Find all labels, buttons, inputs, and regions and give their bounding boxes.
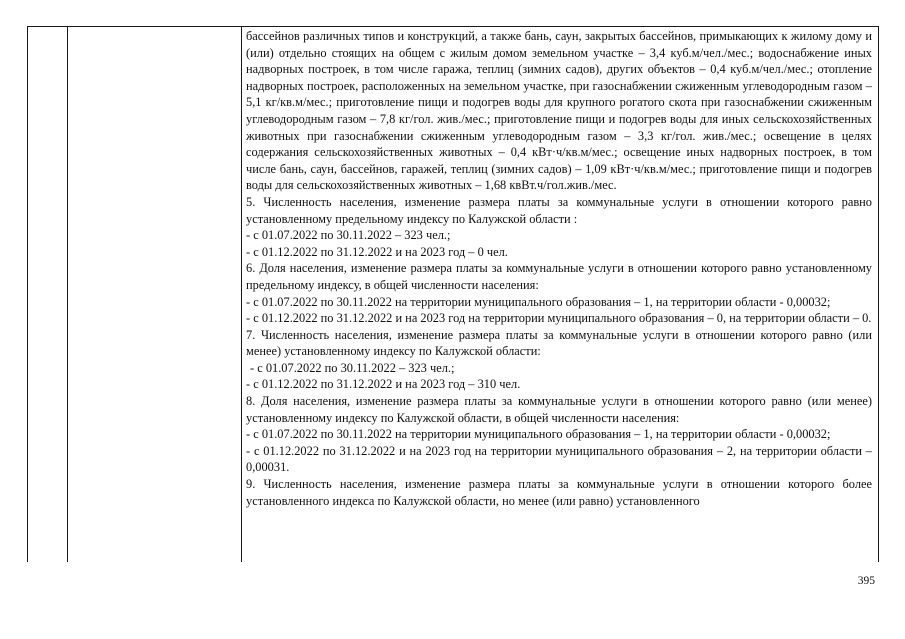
paragraph-item-6-period-2: - с 01.12.2022 по 31.12.2022 и на 2023 год на территории муниципального образования – 0, на территории области – 0. xyxy=(246,311,872,326)
paragraph-item-8: 8. Доля населения, изменение размера платы за коммунальные услуги в отношении которого равно (или менее) установленному индексу по Калужской области, в общей численности населения: xyxy=(246,394,872,425)
paragraph-item-6: 6. Доля населения, изменение размера платы за коммунальные услуги в отношении которого равно установленному предельному индексу, в общей численности населения: xyxy=(246,261,872,292)
paragraph-item-6-period-1: - с 01.07.2022 по 30.11.2022 на территории муниципального образования – 1, на территории области - 0,00032; xyxy=(246,294,831,309)
table-column-content xyxy=(242,27,878,562)
paragraph-item-7: 7. Численность населения, изменение размера платы за коммунальные услуги в отношении которого равно (или менее) установленному индексу по Калужской области: xyxy=(246,327,872,359)
paragraph-utilities-norms: бассейнов различных типов и конструкций, а также бань, саун, закрытых бассейнов, примыкающих к жилому дому и (или) отдельно стоящих на общем с жилым домом земельном участке – 3,4 куб.м/чел./мес.; водоснабжение иных надворных построек, в том числе гаража, теплиц (зимних садов), других объектов – 0,4 куб.м/чел./мес.; отопление надворных построек, расположенных на земельном участке, при газоснабжении сжиженным углеводородным газом – 5,1 кг/кв.м/мес.; приготовление пищи и подогрев воды для крупного рогатого скота при газоснабжении сжиженным углеводородным газом – 7,8 кг/гол. жив./мес.; приготовление пищи и подогрев воды для иных сельскохозяйственных животных при газоснабжении сжиженным углеводородным газом – 3,3 кг/гол. жив./мес.; освещение в целях содержания сельскохозяйственных животных – 0,4 кВт·ч/кв.м/мес.; освещение иных надворных построек, в том числе бань, саун, бассейнов, гаражей, теплиц (зимних садов) – 1,09 кВт·ч/кв.м/мес.; приготовление пищи и подогрев воды для сельскохозяйственных животных – 1,68 квВт.ч/гол.жив./мес. xyxy=(246,29,872,193)
paragraph-item-7-period-2: - с 01.12.2022 по 31.12.2022 и на 2023 год – 310 чел. xyxy=(246,377,521,392)
paragraph-item-9: 9. Численность населения, изменение размера платы за коммунальные услуги в отношении которого более установленного индекса по Калужской области, но менее (или равно) установленного xyxy=(246,477,872,508)
paragraph-item-8-period-1: - с 01.07.2022 по 30.11.2022 на территории муниципального образования – 1, на территории области - 0,00032; xyxy=(246,427,831,442)
table-column-name xyxy=(68,27,242,562)
document-table xyxy=(27,26,879,562)
page-number: 395 xyxy=(857,575,875,587)
table-column-number xyxy=(28,27,68,562)
paragraph-item-7-period-1: - с 01.07.2022 по 30.11.2022 – 323 чел.; xyxy=(250,360,455,375)
paragraph-item-8-period-2: - с 01.12.2022 по 31.12.2022 и на 2023 год на территории муниципального образования – 2, на территории области – 0,00031. xyxy=(246,443,872,475)
paragraph-item-5-period-2: - с 01.12.2022 по 31.12.2022 и на 2023 год – 0 чел. xyxy=(246,244,508,259)
paragraph-item-5: 5. Численность населения, изменение размера платы за коммунальные услуги в отношении которого равно установленному предельному индексу по Калужской области : xyxy=(246,194,872,226)
paragraph-item-5-period-1: - с 01.07.2022 по 30.11.2022 – 323 чел.; xyxy=(246,228,451,243)
